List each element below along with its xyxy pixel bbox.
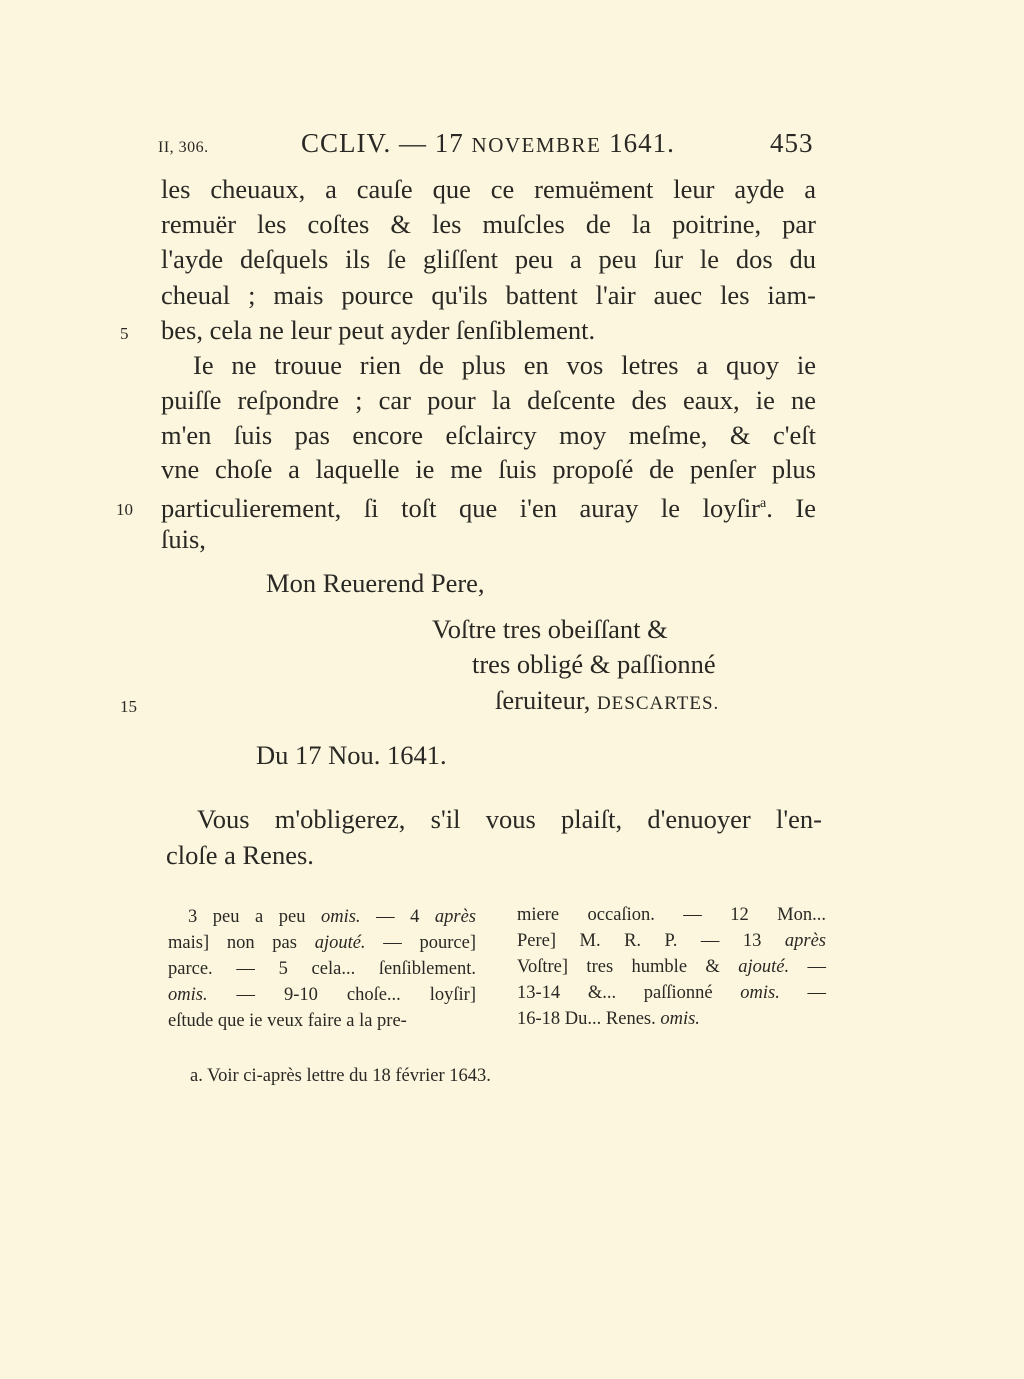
body-line-4: cheual ; mais pource qu'ils battent l'air auec les iam- xyxy=(161,280,816,310)
closing-line-1: Voſtre tres obeiſſant & xyxy=(432,614,668,644)
variant-italic: omis. xyxy=(660,1009,700,1029)
variant-text: Voſtre] tres humble & xyxy=(517,957,739,977)
body-line-8: m'en ſuis pas encore eſclaircy moy meſme, & c'eſt xyxy=(161,420,816,450)
body-line-2: remuër les coſtes & les muſcles de la poitrine, par xyxy=(161,209,816,239)
variant-italic: omis. xyxy=(168,985,208,1005)
variant-text: 16-18 Du... Renes. xyxy=(517,1009,661,1029)
body-line-10-tail: . Ie xyxy=(766,492,817,523)
footnote-marker: a xyxy=(760,496,767,511)
salutation: Mon Reuerend Pere, xyxy=(266,568,485,598)
variants-column-2 xyxy=(517,902,826,1032)
title-part-b: 1641. xyxy=(601,128,675,158)
variant-text: mais] non pas xyxy=(168,933,315,953)
footnote: a. Voir ci-après lettre du 18 février 1643. xyxy=(190,1066,491,1086)
variant-italic: après xyxy=(784,931,826,951)
variant-text: 13-14 &... paſſionné xyxy=(517,983,741,1003)
variant-line xyxy=(168,930,476,956)
variants-column-1 xyxy=(168,904,476,1034)
line-number-15: 15 xyxy=(120,697,137,716)
variant-text: — 4 xyxy=(360,907,435,927)
variant-line xyxy=(517,928,826,954)
signature: DESCARTES. xyxy=(596,693,720,714)
variant-text: — xyxy=(789,957,826,977)
closing-line-2: tres obligé & paſſionné xyxy=(472,649,716,679)
line-number-10: 10 xyxy=(116,500,133,519)
variant-italic: omis. xyxy=(740,983,780,1003)
variant-text: — pource] xyxy=(365,933,476,953)
variant-text: — 9-10 choſe... loyſir] xyxy=(207,985,476,1005)
variant-line xyxy=(168,1008,476,1034)
variant-text: — xyxy=(779,983,826,1003)
postscript-line-1: Vous m'obligerez, s'il vous plaiſt, d'enuoyer l'en- xyxy=(197,804,822,834)
variant-text: Pere] M. R. P. — 13 xyxy=(517,931,785,951)
body-line-11: ſuis, xyxy=(161,524,206,554)
volume-reference: II, 306. xyxy=(158,139,209,156)
variant-line xyxy=(168,956,476,982)
variant-line xyxy=(168,982,476,1008)
variant-italic: omis. xyxy=(320,907,361,927)
postscript-line-2: cloſe a Renes. xyxy=(166,840,314,870)
body-line-1: les cheuaux, a cauſe que ce remuëment leur ayde a xyxy=(161,174,816,204)
variant-italic: ajouté. xyxy=(314,933,366,953)
variant-line xyxy=(517,1006,826,1032)
variant-text: 3 peu a peu xyxy=(188,907,321,927)
body-line-6: Ie ne trouue rien de plus en vos letres a quoy ie xyxy=(193,350,816,380)
letter-date: Du 17 Nou. 1641. xyxy=(256,740,447,770)
body-line-5: bes, cela ne leur peut ayder ſenſiblement. xyxy=(161,315,596,345)
variant-text: eſtude que ie veux faire a la pre- xyxy=(168,1011,407,1031)
closing-servant: ſeruiteur, xyxy=(495,685,597,715)
title-month: NOVEMBRE xyxy=(471,133,602,157)
variant-line xyxy=(168,904,476,930)
variant-line xyxy=(517,954,826,980)
page-number: 453 xyxy=(770,128,814,158)
variant-italic: après xyxy=(434,907,477,927)
variant-line xyxy=(517,902,826,928)
variant-italic: ajouté. xyxy=(738,957,790,977)
variant-text: parce. — 5 cela... ſenſiblement. xyxy=(168,959,476,979)
closing-line-3 xyxy=(495,685,719,716)
body-line-10 xyxy=(161,487,816,525)
variant-text: miere occaſion. — 12 Mon... xyxy=(517,905,826,925)
body-line-3: l'ayde deſquels ils ſe gliſſent peu a peu ſur le dos du xyxy=(161,244,816,274)
body-line-10-text: particulierement, ſi toſt que i'en auray le loyſir xyxy=(161,492,761,523)
body-line-7: puiſſe reſpondre ; car pour la deſcente des eaux, ie ne xyxy=(161,385,816,415)
body-line-9: vne choſe a laquelle ie me ſuis propoſé de penſer plus xyxy=(161,454,816,484)
title-part-a: CCLIV. — 17 xyxy=(301,128,472,158)
line-number-5: 5 xyxy=(120,324,129,343)
page-title xyxy=(301,128,675,159)
variant-line xyxy=(517,980,826,1006)
